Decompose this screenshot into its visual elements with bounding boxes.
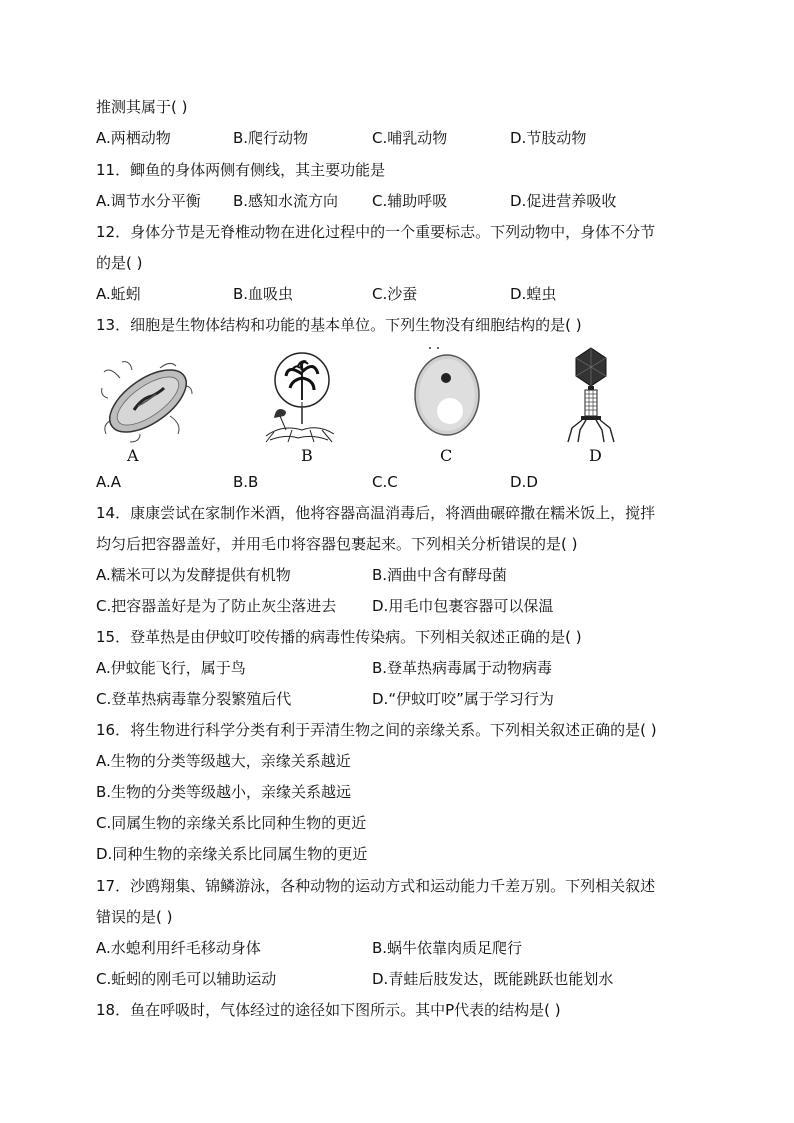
q12-stem-line2: 的是( ) — [96, 254, 143, 272]
q10-option-d: D.节肢动物 — [510, 129, 587, 147]
q17-option-c: C.蚯蚓的刚毛可以辅助运动 — [96, 970, 277, 988]
q13-option-d: D.D — [510, 473, 538, 491]
q11-stem: 11．鲫鱼的身体两侧有侧线，其主要功能是 — [96, 161, 386, 179]
q15-option-b: B.登革热病毒属于动物病毒 — [372, 659, 553, 677]
q11-option-a: A.调节水分平衡 — [96, 192, 201, 210]
virus-figure — [564, 344, 619, 444]
q17-option-d: D.青蛙后肢发达，既能跳跃也能划水 — [372, 970, 614, 988]
q15-option-c: C.登革热病毒靠分裂繁殖后代 — [96, 690, 292, 708]
q15-option-a: A.伊蚊能飞行，属于鸟 — [96, 659, 246, 677]
q12-option-a: A.蚯蚓 — [96, 285, 141, 303]
q14-option-b: B.酒曲中含有酵母菌 — [372, 566, 508, 584]
q17-option-a: A.水螅利用纤毛移动身体 — [96, 939, 261, 957]
q18-stem: 18．鱼在呼吸时，气体经过的途径如下图所示。其中P代表的结构是( ) — [96, 1001, 561, 1019]
q14-option-a: A.糯米可以为发酵提供有机物 — [96, 566, 291, 584]
q16-option-c: C.同属生物的亲缘关系比同种生物的更近 — [96, 814, 367, 832]
q13-option-b: B.B — [233, 473, 259, 491]
q17-stem-line1: 17．沙鸥翔集、锦鳞游泳，各种动物的运动方式和运动能力千差万别。下列相关叙述 — [96, 877, 656, 895]
yeast-cell-figure — [410, 346, 485, 438]
q14-option-d: D.用毛巾包裹容器可以保温 — [372, 597, 554, 615]
q12-option-d: D.蝗虫 — [510, 285, 557, 303]
q16-option-a: A.生物的分类等级越大，亲缘关系越近 — [96, 752, 351, 770]
question-intro: 推测其属于( ) — [96, 98, 188, 116]
figure-label-d: D — [589, 446, 602, 465]
q14-option-c: C.把容器盖好是为了防止灰尘落进去 — [96, 597, 337, 615]
figure-label-c: C — [440, 446, 453, 465]
q14-stem-line2: 均匀后把容器盖好，并用毛巾将容器包裹起来。下列相关分析错误的是( ) — [96, 535, 578, 553]
q12-option-c: C.沙蚕 — [372, 285, 418, 303]
q10-option-c: C.哺乳动物 — [372, 129, 448, 147]
q13-option-a: A.A — [96, 473, 122, 491]
q11-option-d: D.促进营养吸收 — [510, 192, 617, 210]
q16-option-d: D.同种生物的亲缘关系比同属生物的更近 — [96, 845, 368, 863]
mold-figure — [262, 350, 337, 445]
q15-stem: 15．登革热是由伊蚊叮咬传播的病毒性传染病。下列相关叙述正确的是( ) — [96, 628, 582, 646]
q13-option-c: C.C — [372, 473, 398, 491]
q11-option-c: C.辅助呼吸 — [372, 192, 448, 210]
q14-stem-line1: 14．康康尝试在家制作米酒，他将容器高温消毒后，将酒曲碾碎撒在糯米饭上，搅拌 — [96, 504, 656, 522]
q10-option-b: B.爬行动物 — [233, 129, 309, 147]
q17-option-b: B.蜗牛依靠肉质足爬行 — [372, 939, 523, 957]
figure-label-a: A — [127, 446, 139, 465]
q17-stem-line2: 错误的是( ) — [96, 908, 173, 926]
q16-option-b: B.生物的分类等级越小，亲缘关系越远 — [96, 783, 352, 801]
q13-stem: 13．细胞是生物体结构和功能的基本单位。下列生物没有细胞结构的是( ) — [96, 316, 582, 334]
figure-label-b: B — [301, 446, 313, 465]
q15-option-d: D.“伊蚊叮咬”属于学习行为 — [372, 690, 554, 708]
q10-option-a: A.两栖动物 — [96, 129, 171, 147]
q12-stem-line1: 12．身体分节是无脊椎动物在进化过程中的一个重要标志。下列动物中，身体不分节 — [96, 223, 656, 241]
q12-option-b: B.血吸虫 — [233, 285, 294, 303]
q16-stem: 16．将生物进行科学分类有利于弄清生物之间的亲缘关系。下列相关叙述正确的是( ) — [96, 721, 657, 739]
bacterium-figure — [100, 358, 195, 443]
q11-option-b: B.感知水流方向 — [233, 192, 339, 210]
